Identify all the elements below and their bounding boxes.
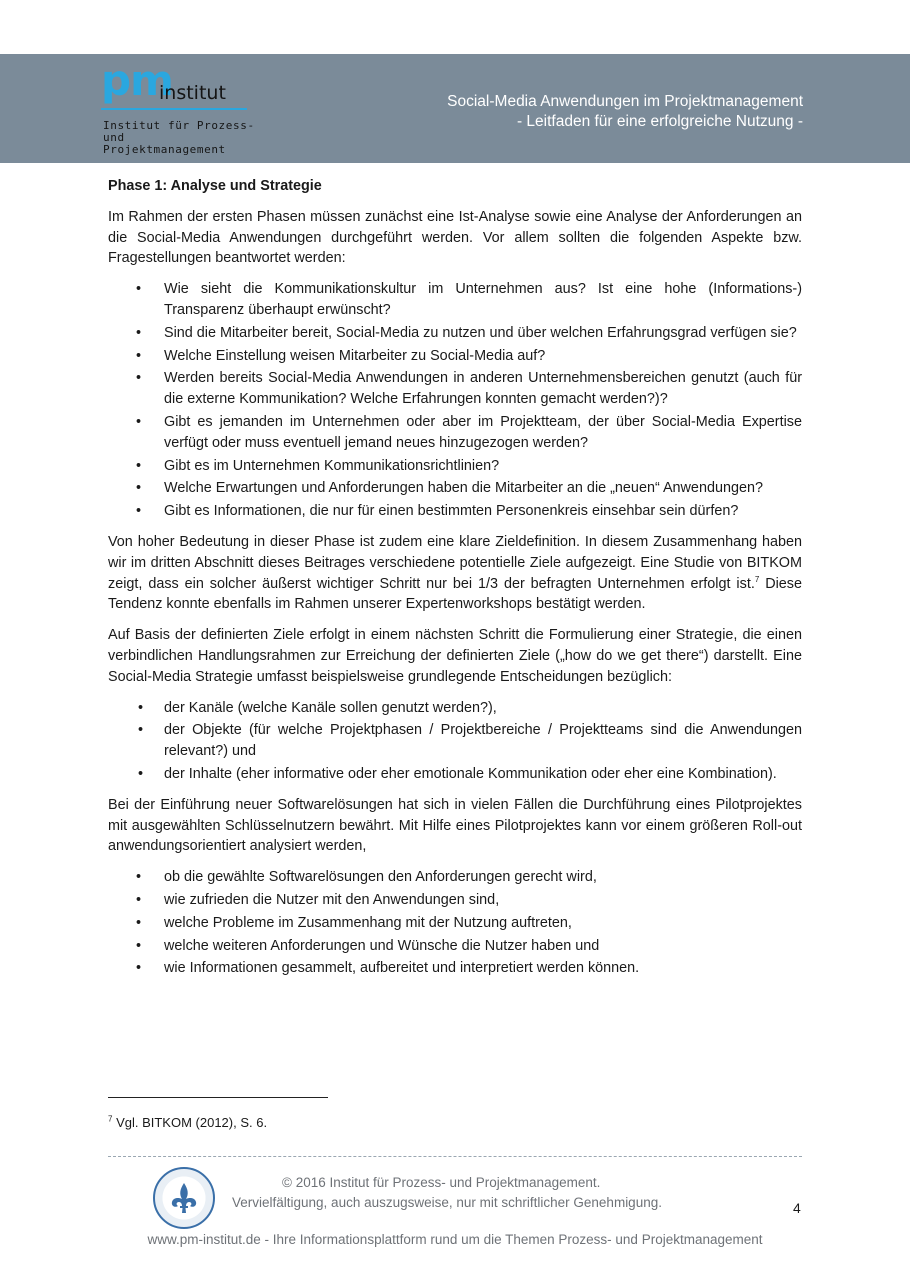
analysis-questions-list — [108, 279, 802, 522]
header-band — [0, 54, 910, 163]
page-number: 4 — [793, 1200, 801, 1216]
document-title-line-1: Social-Media Anwendungen im Projektmanagement — [447, 93, 803, 110]
list-item: • Gibt es Informationen, die nur für einen bestimmten Personenkreis einsehbar sein dürfen? — [108, 501, 802, 522]
goal-definition-tail: Diese Tendenz konnte ebenfalls im Rahmen unserer Expertenworkshops bestätigt werden. — [108, 575, 802, 613]
fleur-de-lis-icon — [168, 1181, 200, 1215]
list-item: • der Kanäle (welche Kanäle sollen genutzt werden?), — [108, 698, 802, 719]
list-item: • Werden bereits Social-Media Anwendungen in anderen Unternehmensbereichen genutzt (auch für die externe Kommunikation? Welche Erfahrungen konnten gemacht werden?)? — [108, 368, 802, 410]
list-item: • Gibt es jemanden im Unternehmen oder aber im Projektteam, der über Social-Media Expertise verfügt oder muss eventuell jemand neues hinzugezogen werden? — [108, 412, 802, 454]
list-item: • wie zufrieden die Nutzer mit den Anwendungen sind, — [108, 890, 802, 911]
strategy-paragraph: Auf Basis der definierten Ziele erfolgt in einem nächsten Schritt die Formulierung einer Strategie, die einen verbindlichen Handlungsrahmen zur Erreichung der definierten Ziele („how do we get there“) darstellt. Eine Social-Media Strategie umfasst beispielsweise grundlegende Entscheidungen bezüglich: — [108, 627, 802, 685]
footnote-text: Vgl. BITKOM (2012), S. 6. — [112, 1115, 268, 1130]
pilot-paragraph: Bei der Einführung neuer Softwarelösungen hat sich in vielen Fällen die Durchführung eines Pilotprojektes mit ausgewählten Schlüsselnutzern bewährt. Mit Hilfe eines Pilotprojektes kann vor einem größeren Roll-out anwendungsorientiert analysiert werden, — [108, 796, 802, 855]
list-item: • Gibt es im Unternehmen Kommunikationsrichtlinien? — [108, 456, 802, 477]
website-footer-line[interactable]: www.pm-institut.de - Ihre Informationsplattform rund um die Themen Prozess- und Projektmanagement — [147, 1232, 763, 1247]
intro-paragraph: Im Rahmen der ersten Phasen müssen zunächst eine Ist-Analyse sowie eine Analyse der Anforderungen an die Social-Media Anwendungen durchgeführt werden. Vor allem sollten die folgenden Aspekte bzw. Fragestellungen beantwortet werden: — [108, 208, 802, 267]
pilot-list — [108, 867, 802, 979]
footnote — [108, 1115, 267, 1130]
list-item: • ob die gewählte Softwarelösungen den Anforderungen gerecht wird, — [108, 867, 802, 888]
logo-subtitle-line-2: Projektmanagement — [103, 143, 226, 156]
footnote-number: 7 — [108, 1114, 113, 1124]
goal-definition-text: Von hoher Bedeutung in dieser Phase ist zudem eine klare Zieldefinition. In diesem Zusammenhang haben wir im dritten Abschnitt dieses Beitrages verschiedene potentielle Ziele aufgezeigt. Eine Studie von BITKOM zeigt, dass ein solcher äußerst wichtiger Schritt nur bei 1/3 der befragten Unternehmen erfolgt ist. — [108, 533, 802, 592]
logo-pm-text: pm — [101, 56, 173, 105]
list-item: • Wie sieht die Kommunikationskultur im Unternehmen aus? Ist eine hohe (Informations-) Transparenz überhaupt erwünscht? — [108, 279, 802, 321]
list-item: • Welche Erwartungen und Anforderungen haben die Mitarbeiter an die „neuen“ Anwendungen? — [108, 478, 802, 499]
logo-institut-text: institut — [159, 82, 226, 104]
list-item: • welche Probleme im Zusammenhang mit der Nutzung auftreten, — [108, 913, 802, 934]
list-item: • Welche Einstellung weisen Mitarbeiter zu Social-Media auf? — [108, 346, 802, 367]
logo-underline — [101, 108, 247, 110]
logo-subtitle — [103, 120, 273, 156]
document-title — [447, 92, 803, 132]
strategy-list — [108, 698, 802, 785]
list-item: • Sind die Mitarbeiter bereit, Social-Media zu nutzen und über welchen Erfahrungsgrad verfügen sie? — [108, 323, 802, 344]
institute-seal-icon — [153, 1167, 215, 1229]
copyright-line: © 2016 Institut für Prozess- und Projektmanagement. — [282, 1175, 601, 1190]
document-title-line-2: - Leitfaden für eine erfolgreiche Nutzung - — [516, 113, 803, 130]
pm-institut-logo[interactable] — [101, 56, 261, 156]
page-content — [108, 176, 802, 989]
copyright-notice — [232, 1173, 732, 1213]
list-item: • wie Informationen gesammelt, aufbereitet und interpretiert werden können. — [108, 958, 802, 979]
section-heading: Phase 1: Analyse und Strategie — [108, 178, 322, 194]
reproduction-notice: Vervielfältigung, auch auszugsweise, nur mit schriftlicher Genehmigung. — [232, 1195, 662, 1210]
list-item: • der Objekte (für welche Projektphasen / Projektbereiche / Projektteams sind die Anwendungen relevant?) und — [108, 720, 802, 762]
footnote-divider — [108, 1097, 328, 1098]
goal-definition-paragraph — [108, 532, 802, 615]
list-item: • welche weiteren Anforderungen und Wünsche die Nutzer haben und — [108, 936, 802, 957]
logo-subtitle-line-1: Institut für Prozess- und — [103, 119, 255, 144]
list-item: • der Inhalte (eher informative oder eher emotionale Kommunikation oder eher eine Kombination). — [108, 764, 802, 785]
footnote-reference[interactable]: 7 — [754, 574, 760, 584]
footer-divider — [108, 1156, 802, 1157]
